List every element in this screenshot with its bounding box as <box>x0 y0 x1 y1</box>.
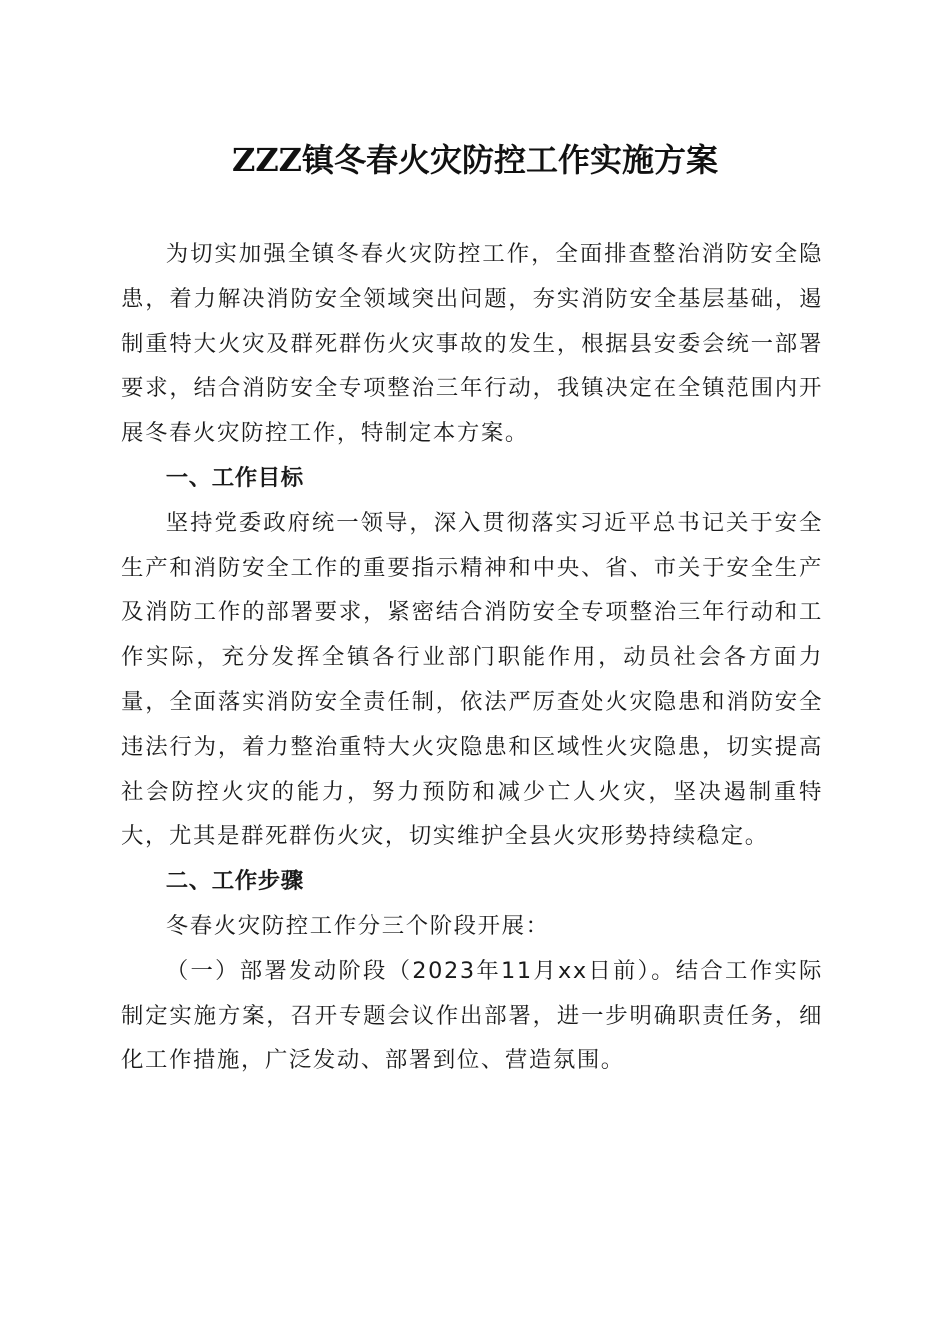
section-heading-steps: 二、工作步骤 <box>165 868 304 895</box>
document-body <box>121 232 823 1083</box>
section-heading-goals: 一、工作目标 <box>165 464 304 491</box>
phase-one-paragraph: （一）部署发动阶段（2023年11月xx日前）。结合工作实际制定实施方案，召开专题会议作出部署，进一步明确职责任务，细化工作措施，广泛发动、部署到位、营造氛围。 <box>121 957 823 1074</box>
goals-paragraph: 坚持党委政府统一领导，深入贯彻落实习近平总书记关于安全生产和消防安全工作的重要指示精神和中央、省、市关于安全生产及消防工作的部署要求，紧密结合消防安全专项整治三年行动和工作实际，充分发挥全镇各行业部门职能作用，动员社会各方面力量，全面落实消防安全责任制，依法严厉查处火灾隐患和消防安全违法行为，着力整治重特大火灾隐患和区域性火灾隐患，切实提高社会防控火灾的能力，努力预防和减少亡人火灾，坚决遏制重特大，尤其是群死群伤火灾，切实维护全县火灾形势持续稳定。 <box>121 509 823 850</box>
document-title: ZZZ镇冬春火灾防控工作实施方案 <box>231 141 719 179</box>
steps-intro-paragraph: 冬春火灾防控工作分三个阶段开展： <box>165 912 550 939</box>
intro-paragraph: 为切实加强全镇冬春火灾防控工作，全面排查整治消防安全隐患，着力解决消防安全领域突出问题，夯实消防安全基层基础，遏制重特大火灾及群死群伤火灾事故的发生，根据县安委会统一部署要求，结合消防安全专项整治三年行动，我镇决定在全镇范围内开展冬春火灾防控工作，特制定本方案。 <box>121 241 823 447</box>
